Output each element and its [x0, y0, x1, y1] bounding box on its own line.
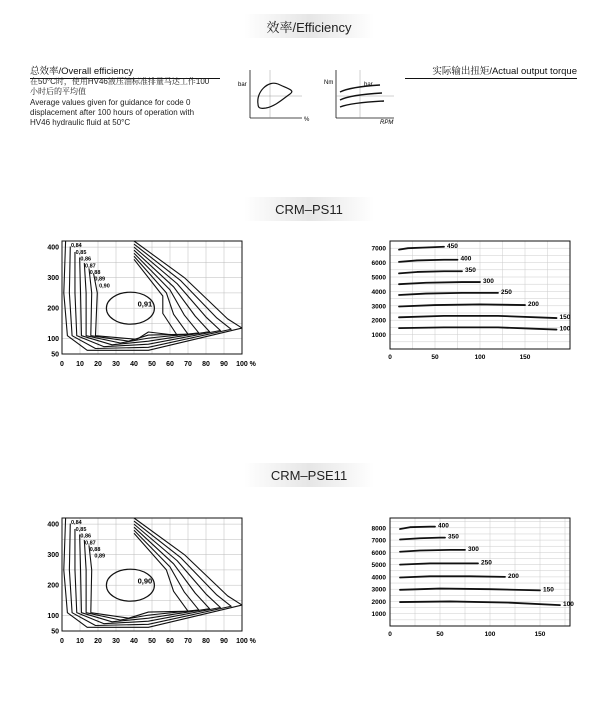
- svg-text:bar: bar: [364, 82, 373, 88]
- efficiency-contour-chart-pse11: [40, 512, 280, 652]
- x-tick-label: 100 %: [236, 361, 256, 368]
- contour-label: 0,85: [75, 526, 87, 533]
- overall-efficiency-note-cn-1: 在50°C时，使用HV46液压油标准排量马达工作100: [30, 77, 210, 86]
- x-tick-label: 30: [112, 361, 120, 368]
- x-tick-label: 90: [220, 361, 228, 368]
- series-label: 350: [448, 533, 459, 541]
- series-line: [399, 282, 480, 284]
- x-tick-label: 60: [166, 638, 174, 645]
- y-tick-label: 200: [47, 582, 59, 590]
- x-tick-label: 50: [431, 354, 439, 361]
- y-tick-label: 400: [47, 244, 59, 252]
- series-label: 100: [559, 325, 571, 333]
- x-tick-label: 150: [534, 631, 546, 638]
- series-label: 150: [543, 586, 554, 594]
- x-tick-label: 100: [484, 631, 496, 638]
- svg-text:RPM: RPM: [380, 120, 394, 126]
- svg-text:bar: bar: [238, 82, 247, 88]
- contour-label: 0,88: [89, 546, 101, 553]
- y-tick-label: 400: [47, 521, 59, 529]
- x-tick-label: 50: [148, 638, 156, 645]
- x-tick-label: 150: [519, 354, 531, 361]
- x-tick-label: 10: [76, 361, 84, 368]
- x-tick-label: 0: [60, 361, 64, 368]
- x-tick-label: 50: [436, 631, 444, 638]
- torque-schematic-icon: [324, 66, 404, 126]
- y-tick-label: 100: [47, 613, 59, 621]
- y-tick-label: 1000: [371, 611, 386, 619]
- series-line: [400, 601, 560, 605]
- x-tick-label: 20: [94, 361, 102, 368]
- series-line: [399, 260, 458, 262]
- contour-label: 0,87: [85, 263, 96, 270]
- series-label: 250: [481, 559, 492, 567]
- x-tick-label: 70: [184, 638, 192, 645]
- series-line: [400, 538, 445, 540]
- torque-line-chart-pse11: [360, 512, 580, 652]
- y-tick-label: 4000: [371, 288, 386, 296]
- series-label: 350: [465, 267, 476, 275]
- series-label: 250: [501, 288, 512, 296]
- x-tick-label: 50: [148, 361, 156, 368]
- contour-line: [94, 259, 178, 339]
- series-line: [399, 316, 557, 318]
- y-tick-label: 2000: [371, 317, 386, 325]
- series-label: 150: [559, 314, 571, 322]
- y-tick-label: 7000: [371, 537, 386, 545]
- svg-text:Nm: Nm: [324, 80, 334, 86]
- y-tick-label: 7000: [371, 245, 386, 253]
- contour-label: 0,86: [80, 533, 92, 540]
- actual-output-torque-title: 实际输出扭矩/Actual output torque: [405, 63, 577, 79]
- y-tick-label: 50: [51, 351, 59, 359]
- y-tick-label: 8000: [371, 525, 386, 533]
- series-label: 300: [483, 278, 494, 286]
- x-tick-label: 100: [474, 354, 486, 361]
- x-tick-label: 90: [220, 638, 228, 645]
- y-tick-label: 50: [51, 628, 59, 636]
- contour-label: 0,90: [99, 283, 110, 290]
- series-label: 300: [468, 545, 479, 553]
- contour-label: 0,87: [85, 540, 96, 547]
- series-line: [399, 327, 557, 329]
- contour-label: 0,84: [71, 243, 82, 250]
- y-tick-label: 100: [47, 336, 59, 344]
- contour-label: 0,84: [71, 520, 82, 527]
- x-tick-label: 30: [112, 638, 120, 645]
- x-tick-label: 80: [202, 361, 210, 368]
- overall-efficiency-note-cn-2: 小时后的平均值: [30, 87, 86, 96]
- x-tick-label: 70: [184, 361, 192, 368]
- section-title-ps11: CRM–PS11: [244, 197, 374, 221]
- overall-efficiency-title: 总效率/Overall efficiency: [30, 63, 220, 79]
- series-label: 450: [447, 242, 458, 250]
- contour-peak-label: 0,90: [137, 576, 153, 586]
- x-tick-label: 100 %: [236, 638, 256, 645]
- contour-label: 0,89: [94, 553, 106, 560]
- series-line: [399, 293, 498, 295]
- y-tick-label: 3000: [371, 303, 386, 311]
- contour-label: 0,85: [75, 249, 87, 256]
- x-tick-label: 10: [76, 638, 84, 645]
- contour-peak-label: 0,91: [137, 299, 153, 309]
- series-label: 400: [438, 522, 449, 530]
- y-tick-label: 6000: [371, 260, 386, 268]
- x-tick-label: 0: [388, 354, 392, 361]
- svg-text:%: %: [304, 117, 310, 123]
- y-tick-label: 300: [47, 552, 59, 560]
- x-tick-label: 80: [202, 638, 210, 645]
- series-label: 200: [528, 301, 539, 309]
- contour-label: 0,86: [80, 256, 92, 263]
- y-tick-label: 3000: [371, 586, 386, 594]
- overall-efficiency-note-en-3: HV46 hydraulic fluid at 50°C: [30, 118, 131, 127]
- x-tick-label: 40: [130, 638, 138, 645]
- series-line: [400, 576, 505, 577]
- series-label: 200: [508, 572, 519, 580]
- x-tick-label: 0: [60, 638, 64, 645]
- y-tick-label: 200: [47, 305, 59, 313]
- y-tick-label: 4000: [371, 574, 386, 582]
- efficiency-contour-chart-ps11: [40, 235, 280, 375]
- series-line: [400, 550, 465, 552]
- overall-efficiency-note-en-2: displacement after 100 hours of operation with: [30, 108, 195, 117]
- x-tick-label: 40: [130, 361, 138, 368]
- series-line: [400, 589, 540, 591]
- y-tick-label: 1000: [371, 332, 386, 340]
- x-tick-label: 20: [94, 638, 102, 645]
- x-tick-label: 0: [388, 631, 392, 638]
- series-line: [399, 304, 525, 306]
- contour-label: 0,89: [94, 276, 106, 283]
- y-tick-label: 2000: [371, 598, 386, 606]
- torque-line-chart-ps11: [360, 235, 580, 375]
- overall-efficiency-note-en-1: Average values given for guidance for code 0: [30, 98, 191, 107]
- contour-label: 0,88: [89, 269, 101, 276]
- page-title: 效率/Efficiency: [244, 14, 374, 38]
- y-tick-label: 300: [47, 275, 59, 283]
- y-tick-label: 5000: [371, 562, 386, 570]
- y-tick-label: 5000: [371, 274, 386, 282]
- x-tick-label: 60: [166, 361, 174, 368]
- efficiency-schematic-icon: [240, 66, 310, 126]
- section-title-pse11: CRM–PSE11: [244, 463, 374, 487]
- series-label: 100: [563, 601, 574, 609]
- series-line: [399, 271, 462, 273]
- y-tick-label: 6000: [371, 549, 386, 557]
- series-label: 400: [460, 255, 472, 263]
